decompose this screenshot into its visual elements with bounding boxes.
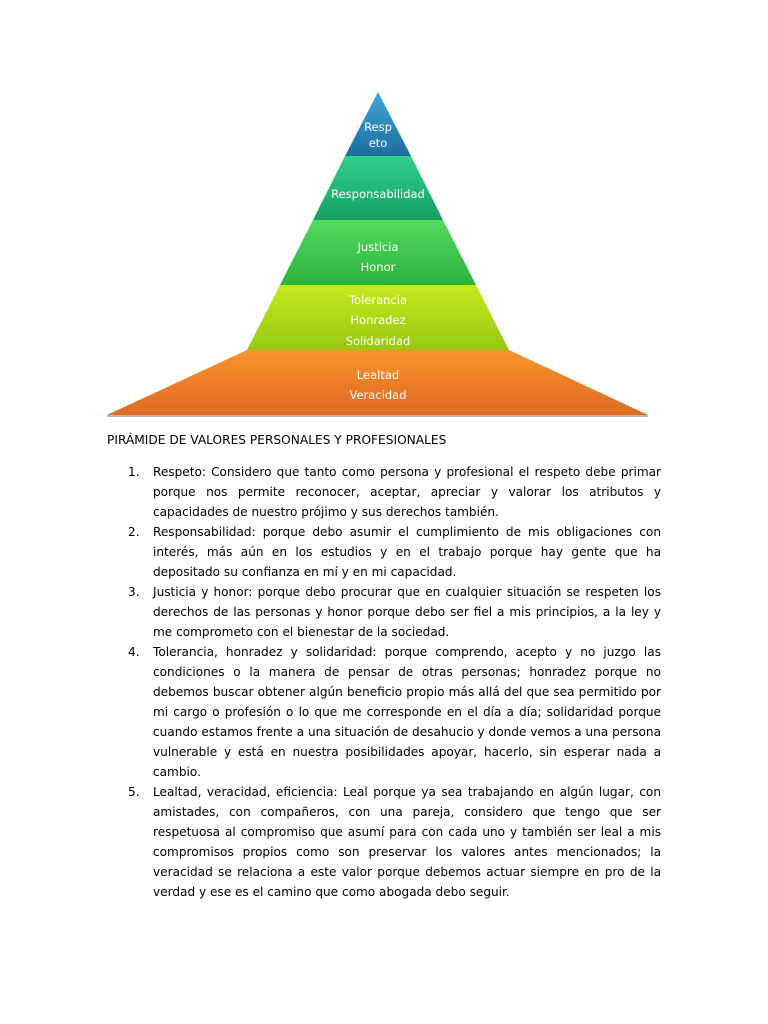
list-item-text: Justicia y honor: porque debo procurar que en cualquier situación se respeten los derechos de las personas y honor porque debo ser fiel a mis principios, a la ley y me comprometo con el bienestar de la sociedad. bbox=[153, 585, 661, 639]
values-list bbox=[116, 462, 661, 902]
tier-label: Veracidad bbox=[349, 388, 407, 402]
tier-label: Resp bbox=[364, 120, 392, 134]
tier-label: Justicia bbox=[357, 240, 399, 254]
list-item-number: 2. bbox=[128, 525, 140, 539]
list-item bbox=[116, 642, 661, 782]
list-item bbox=[116, 582, 661, 642]
tier-label: Solidaridad bbox=[345, 334, 411, 348]
list-item-number: 5. bbox=[128, 785, 140, 799]
list-item bbox=[116, 522, 661, 582]
list-item-text: Respeto: Considero que tanto como persona y profesional el respeto debe primar porque nos permite reconocer, aceptar, apreciar y valorar los atributos y capacidades de nuestro prójimo y sus derechos también. bbox=[153, 465, 661, 519]
tier-label: Tolerancia bbox=[348, 293, 408, 307]
pyramid-tier-lealtad bbox=[107, 350, 648, 415]
tier-label: eto bbox=[368, 136, 388, 150]
list-item-number: 1. bbox=[128, 465, 140, 479]
list-item-text: Tolerancia, honradez y solidaridad: porque comprendo, acepto y no juzgo las condiciones o la manera de pensar de otras personas; honradez porque no debemos buscar obtener algún beneficio propio más allá del que sea permitido por mi cargo o profesión o lo que me corresponde en el día a día; solidaridad porque cuando estamos frente a una situación de desahucio y donde vemos a una persona vulnerable y está en nuestra posibilidades apoyar, hacerlo, sin esperar nada a cambio. bbox=[153, 645, 661, 779]
list-item bbox=[116, 462, 661, 522]
list-item-number: 4. bbox=[128, 645, 140, 659]
tier-label: Responsabilidad bbox=[331, 187, 425, 201]
document-title: PIRÁMIDE DE VALORES PERSONALES Y PROFESIONALES bbox=[107, 433, 447, 447]
list-item-text: Responsabilidad: porque debo asumir el cumplimiento de mis obligaciones con interés, más aún en los estudios y en el trabajo porque hay gente que ha depositado su confianza en mí y en mi capacidad. bbox=[153, 525, 661, 579]
list-item-number: 3. bbox=[128, 585, 140, 599]
values-pyramid-diagram bbox=[0, 0, 768, 420]
tier-label: Lealtad bbox=[356, 368, 400, 382]
tier-label: Honradez bbox=[350, 313, 406, 327]
tier-label: Honor bbox=[360, 260, 396, 274]
list-item-text: Lealtad, veracidad, eficiencia: Leal porque ya sea trabajando en algún lugar, con amistades, con compañeros, con una pareja, considero que tengo que ser respetuosa al compromiso que asumí para con cada uno y también ser leal a mis compromisos propios como son preservar los valores antes mencionados; la veracidad se relaciona a este valor porque debemos actuar siempre en pro de la verdad y ese es el camino que como abogada debo seguir. bbox=[153, 785, 661, 899]
list-item bbox=[116, 782, 661, 902]
